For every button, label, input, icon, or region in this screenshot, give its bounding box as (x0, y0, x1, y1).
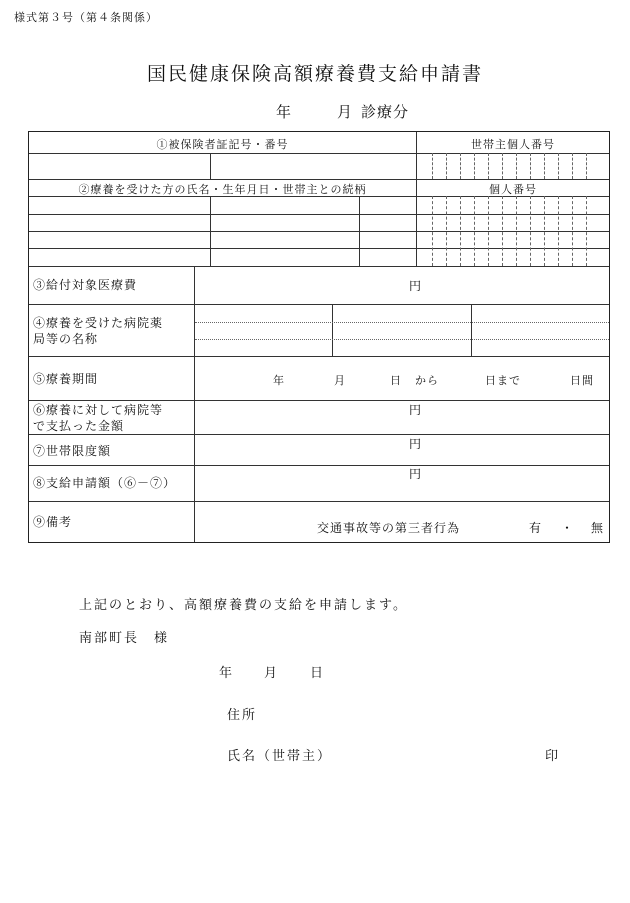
provider-names-field[interactable] (195, 305, 609, 355)
name-field[interactable] (340, 741, 530, 763)
application-statement: 上記のとおり、高額療養費の支給を申請します。 (79, 598, 408, 613)
amount-paid-label-line2: で支払った金額 (33, 419, 125, 433)
treatment-period-days: 日間 (570, 374, 594, 387)
period-suffix-label: 診療分 (361, 103, 410, 121)
addressee: 南部町長 様 (79, 631, 170, 646)
eligible-medical-cost-unit: 円 (409, 279, 422, 293)
treatment-period-until: 日まで (485, 374, 521, 387)
name-label: 氏名（世帯主） (227, 749, 333, 764)
patient-personal-number-field[interactable] (417, 197, 609, 265)
form-reference: 様式第３号（第４条関係） (14, 11, 158, 24)
third-party-separator: ・ (561, 521, 574, 535)
page-title: 国民健康保険高額療養費支給申請書 (146, 63, 483, 85)
seal-mark: 印 (545, 749, 561, 764)
application-form-table (28, 131, 610, 543)
claim-amount-label: ⑧支給申請額（⑥－⑦） (33, 476, 177, 490)
eligible-medical-cost-field[interactable] (195, 267, 609, 303)
address-field[interactable] (270, 700, 590, 722)
third-party-question: 交通事故等の第三者行為 (317, 521, 461, 535)
provider-names-label-line1: ④療養を受けた病院薬 (33, 316, 164, 330)
provider-names-label-line2: 局等の名称 (33, 332, 99, 346)
treatment-period-label: ⑤療養期間 (33, 372, 99, 386)
household-limit-unit: 円 (409, 437, 422, 451)
household-head-number-header: 世帯主個人番号 (471, 138, 555, 151)
period-year-label: 年 (276, 103, 292, 121)
insured-symbol-field[interactable] (30, 154, 209, 178)
household-limit-label: ⑦世帯限度額 (33, 444, 112, 458)
address-label: 住所 (227, 708, 258, 723)
date-month-label: 月 (264, 666, 280, 681)
claim-amount-unit: 円 (409, 467, 422, 481)
treatment-period-day: 日 (390, 374, 401, 387)
treatment-period-from: から (415, 374, 439, 387)
period-month-label: 月 (337, 103, 353, 121)
amount-paid-unit: 円 (409, 403, 422, 417)
remarks-label: ⑨備考 (33, 515, 73, 529)
household-limit-field[interactable] (195, 435, 609, 464)
patient-relationship-field[interactable] (360, 197, 415, 265)
patient-info-header: ②療養を受けた方の氏名・生年月日・世帯主との続柄 (78, 183, 367, 196)
personal-number-header: 個人番号 (489, 183, 537, 196)
date-day-label: 日 (310, 666, 326, 681)
insured-number-header: ①被保険者証記号・番号 (156, 138, 289, 151)
patient-birthdate-field[interactable] (211, 197, 358, 265)
treatment-period-year: 年 (273, 374, 284, 387)
amount-paid-label-line1: ⑥療養に対して病院等 (33, 403, 164, 417)
insured-number-field[interactable] (211, 154, 415, 178)
amount-paid-field[interactable] (195, 401, 609, 433)
patient-name-field[interactable] (30, 197, 209, 265)
third-party-no-option[interactable]: 無 (591, 521, 604, 535)
household-head-number-field[interactable] (417, 154, 609, 178)
date-year-label: 年 (219, 666, 235, 681)
eligible-medical-cost-label: ③給付対象医療費 (33, 278, 138, 292)
claim-amount-field[interactable] (195, 466, 609, 500)
third-party-yes-option[interactable]: 有 (529, 521, 542, 535)
treatment-period-month: 月 (334, 374, 345, 387)
